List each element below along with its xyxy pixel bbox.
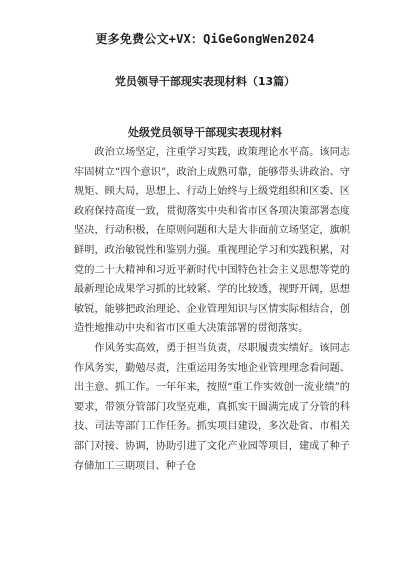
section-title: 处级党员领导干部现实表现材料	[128, 126, 282, 139]
document-title: 党员领导干部现实表现材料（13篇）	[114, 75, 296, 88]
body-text	[74, 143, 350, 476]
paragraph: 作风务实高效，勇于担当负责，尽职履责实绩好。该同志作风务实，勤勉尽责，注重运用务实地企业管理理念看问题、出主意、抓工作。一年年来，按照“重工作实效创一流业绩”的要求，带领分管部门攻坚克难，真抓实干圆满完成了分管的科技、司法等部门工作任务。抓实项目建设，多次赴省、市相关部门对接、协调，协助引进了文化产业园等项目，建成了种子存储加工三期项目、种子仓	[74, 342, 350, 472]
paragraph: 政治立场坚定，注重学习实践，政策理论水平高。该同志牢固树立“四个意识”，政治上成熟可靠，能够带头讲政治、守规矩、顾大局，思想上、行动上始终与上级党组织和区委、区政府保持高度一致，贯彻落实中央和省市区各项决策部署态度坚决，行动积极，在原则问题和大是大非面前立场坚定，旗帜鲜明，政治敏锐性和鉴别力强。重视理论学习和实践积累，对党的二十大精神和习近平新时代中国特色社会主义思想等党的最新理论成果学习抓的比较紧、学的比较透，视野开阔，思想敏锐，能够把政治理论、企业管理知识与区情实际相结合，创造性地推动中央和省市区重大决策部署的贯彻落实。	[74, 147, 350, 335]
promo-banner: 更多免费公文+VX：QiGeGongWen2024	[95, 32, 315, 46]
